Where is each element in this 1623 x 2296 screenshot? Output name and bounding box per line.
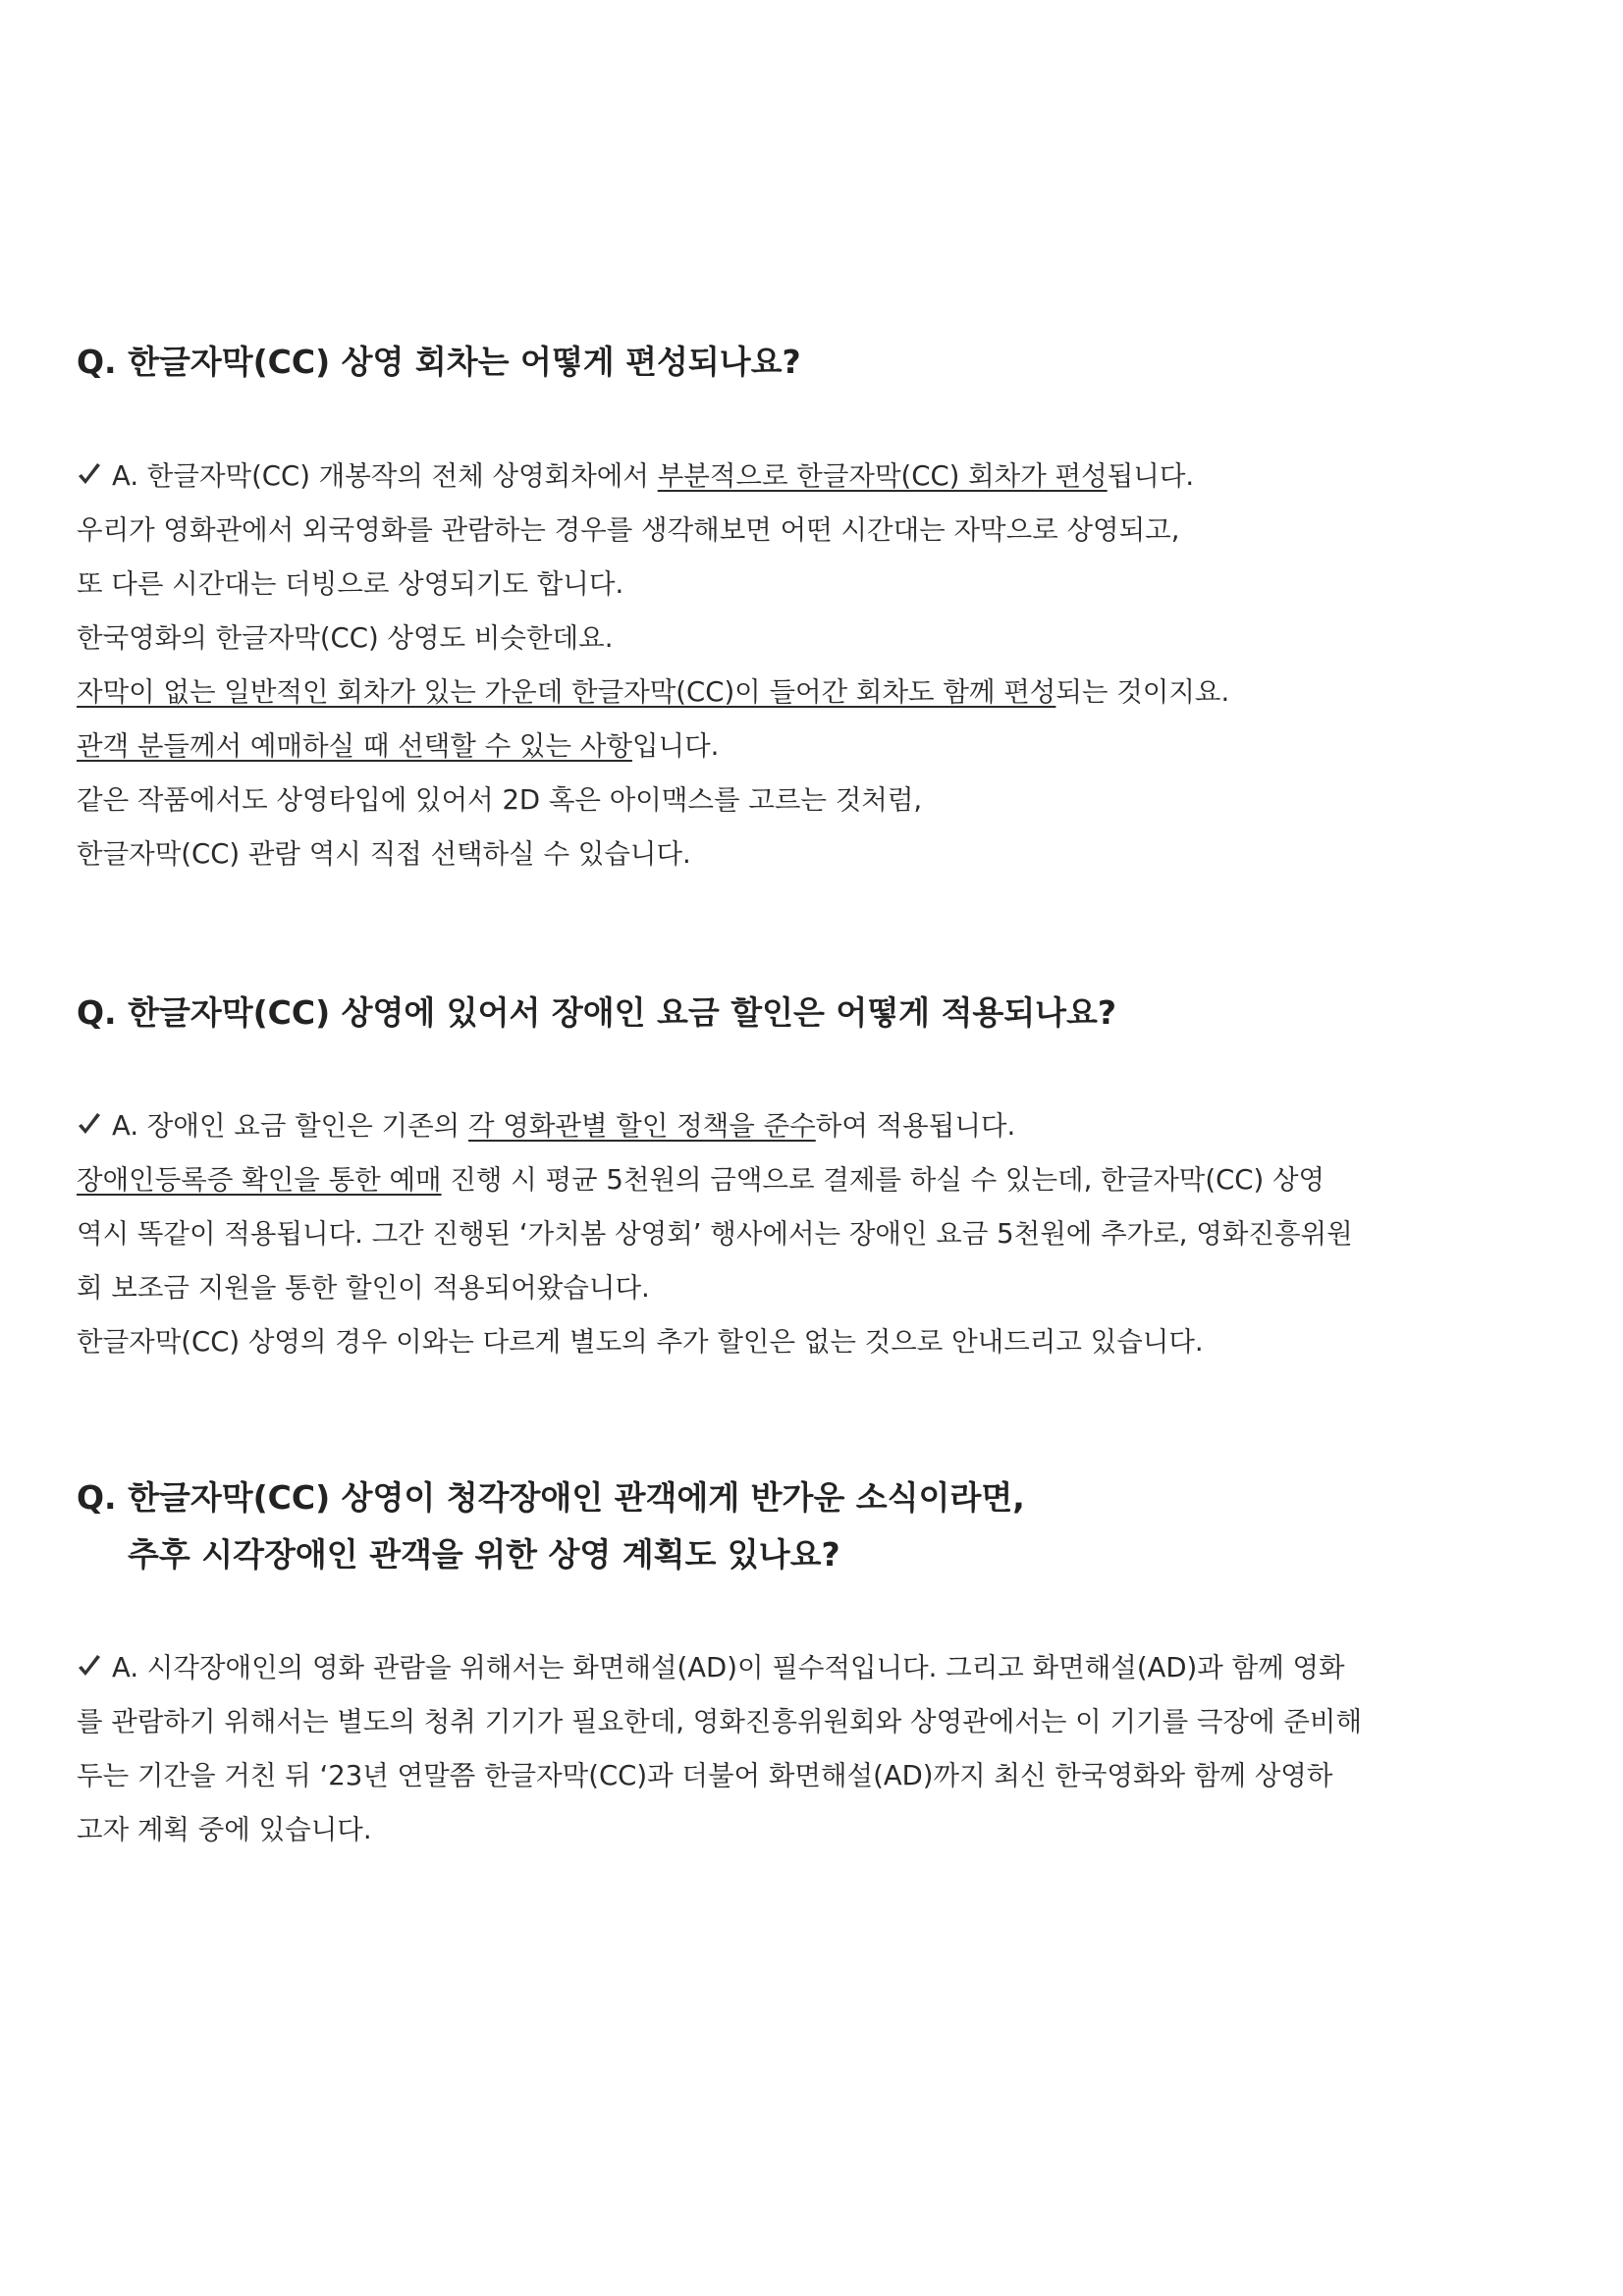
question-3-line-2: 추후 시각장애인 관객을 위한 상영 계획도 있나요? — [128, 1535, 840, 1574]
question-2-line-1: Q. 한글자막(CC) 상영에 있어서 장애인 요금 할인은 어떻게 적용되나요? — [77, 993, 1117, 1032]
answer-1-line-8: 한글자막(CC) 관람 역시 직접 선택하실 수 있습니다. — [77, 838, 691, 870]
answer-3 — [77, 1641, 1481, 1857]
answer-text: 됩니다. — [1107, 460, 1195, 492]
answer-1 — [77, 450, 1481, 881]
question-3-line-1: Q. 한글자막(CC) 상영이 청각장애인 관객에게 반가운 소식이라면, — [77, 1478, 1025, 1517]
question-1-heading — [77, 334, 801, 391]
answer-2-line-2 — [77, 1153, 1481, 1207]
answer-1-line-4: 한국영화의 한글자막(CC) 상영도 비슷한데요. — [77, 622, 614, 654]
checkmark-icon — [77, 1112, 102, 1138]
answer-text-underlined: 각 영화관별 할인 정책을 준수 — [468, 1110, 816, 1142]
checkmark-icon — [77, 1654, 102, 1680]
answer-3-line-4: 고자 계획 중에 있습니다. — [77, 1814, 372, 1845]
answer-text: 진행 시 평균 5천원의 금액으로 결제를 하실 수 있는데, 한글자막(CC) 상영 — [441, 1164, 1325, 1196]
answer-text: A. 시각장애인의 영화 관람을 위해서는 화면해설(AD)이 필수적입니다. 그리고 화면해설(AD)과 함께 영화 — [112, 1652, 1345, 1683]
question-2-heading — [77, 985, 1116, 1041]
answer-text-underlined: 자막이 없는 일반적인 회차가 있는 가운데 한글자막(CC)이 들어간 회차도 함께 편성 — [77, 676, 1056, 708]
checkmark-icon — [77, 462, 102, 488]
answer-3-line-3: 두는 기간을 거친 뒤 ‘23년 연말쯤 한글자막(CC)과 더불어 화면해설(AD)까지 최신 한국영화와 함께 상영하 — [77, 1760, 1333, 1791]
answer-2-line-1 — [77, 1099, 1481, 1153]
answer-text-underlined: 부분적으로 한글자막(CC) 회차가 편성 — [657, 460, 1108, 492]
answer-2 — [77, 1099, 1481, 1369]
answer-1-line-5 — [77, 666, 1481, 720]
answer-text-underlined: 관객 분들께서 예매하실 때 선택할 수 있는 사항 — [77, 730, 632, 762]
answer-text-underlined: 장애인등록증 확인을 통한 예매 — [77, 1164, 442, 1196]
answer-text: A. 장애인 요금 할인은 기존의 — [112, 1110, 468, 1142]
answer-text: 입니다. — [631, 730, 720, 762]
answer-1-line-3: 또 다른 시간대는 더빙으로 상영되기도 합니다. — [77, 568, 624, 600]
answer-text: 되는 것이지요. — [1055, 676, 1230, 708]
answer-text: 하여 적용됩니다. — [815, 1110, 1016, 1142]
question-1-line-1: Q. 한글자막(CC) 상영 회차는 어떻게 편성되나요? — [77, 343, 801, 381]
answer-3-line-2: 를 관람하기 위해서는 별도의 청취 기기가 필요한데, 영화진흥위원회와 상영관에서는 이 기기를 극장에 준비해 — [77, 1706, 1363, 1737]
answer-3-line-1 — [77, 1641, 1481, 1695]
answer-1-line-7: 같은 작품에서도 상영타입에 있어서 2D 혹은 아이맥스를 고르는 것처럼, — [77, 784, 923, 816]
answer-1-line-1 — [77, 450, 1481, 504]
answer-text: A. 한글자막(CC) 개봉작의 전체 상영회차에서 — [112, 460, 658, 492]
answer-2-line-3: 역시 똑같이 적용됩니다. 그간 진행된 ‘가치봄 상영회’ 행사에서는 장애인 요금 5천원에 추가로, 영화진흥위원 — [77, 1218, 1353, 1250]
question-3-heading — [77, 1469, 1025, 1583]
answer-2-line-4: 회 보조금 지원을 통한 할인이 적용되어왔습니다. — [77, 1272, 650, 1304]
answer-2-line-5: 한글자막(CC) 상영의 경우 이와는 다르게 별도의 추가 할인은 없는 것으로 안내드리고 있습니다. — [77, 1326, 1204, 1358]
answer-1-line-2: 우리가 영화관에서 외국영화를 관람하는 경우를 생각해보면 어떤 시간대는 자막으로 상영되고, — [77, 514, 1180, 546]
answer-1-line-6 — [77, 720, 1481, 774]
